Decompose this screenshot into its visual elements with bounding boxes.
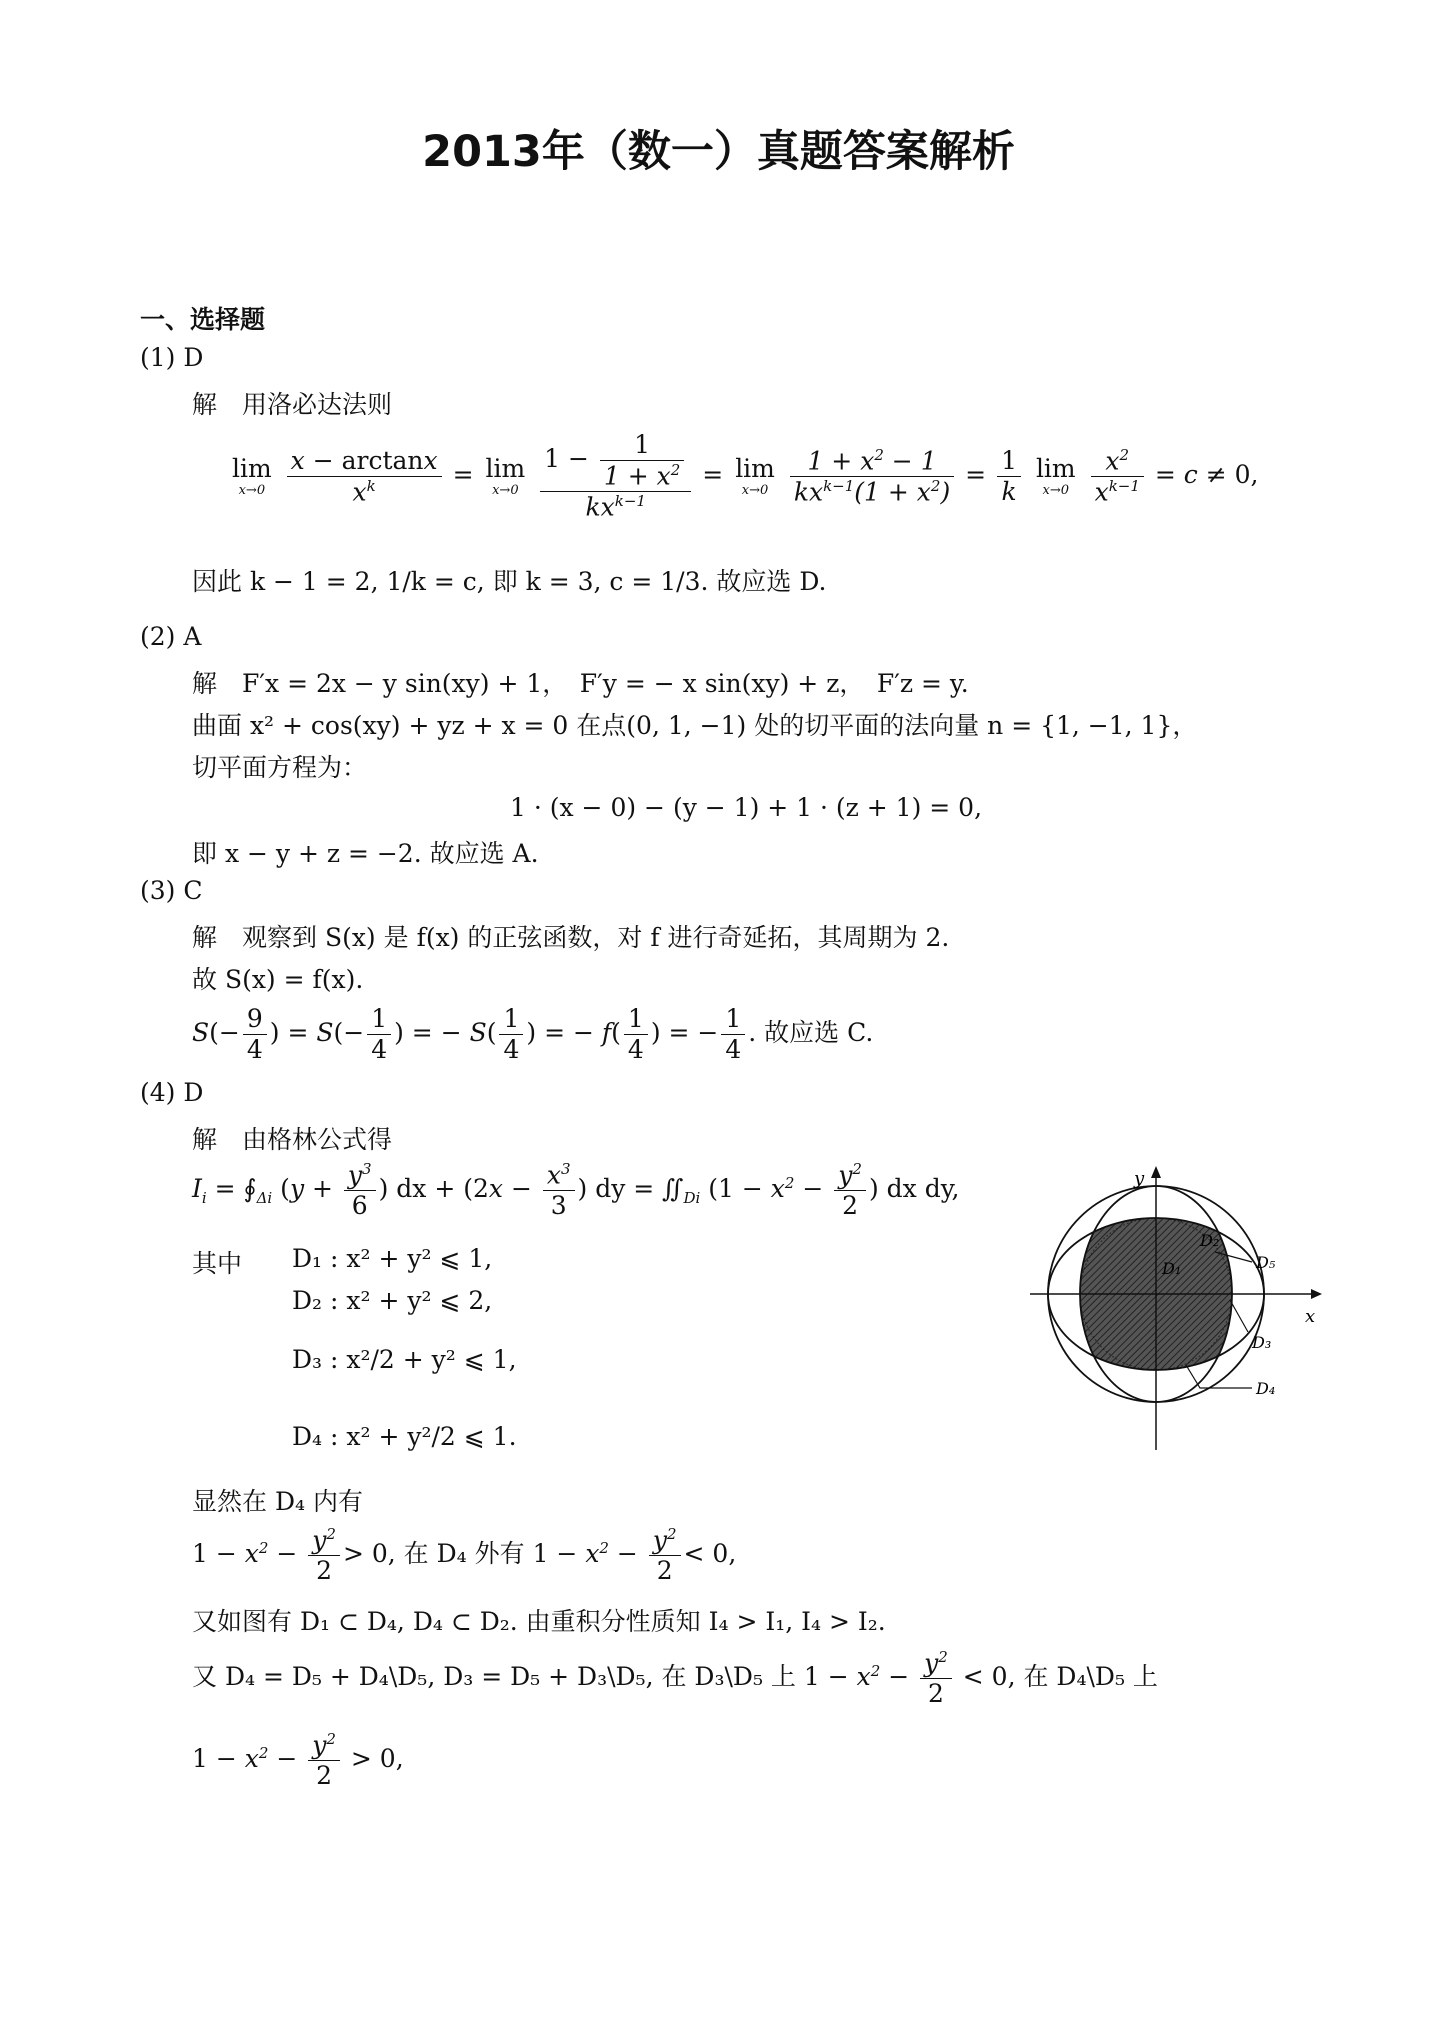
- q2-label: (2) A: [140, 622, 202, 651]
- q4-obvious: 显然在 D₄ 内有: [192, 1487, 363, 1516]
- fig-label-x: x: [1305, 1306, 1316, 1327]
- q2-plane-equation: 1 · (x − 0) − (y − 1) + 1 · (z + 1) = 0,: [510, 793, 983, 822]
- q3-conclusion: . 故应选 C.: [748, 1018, 874, 1047]
- regions-figure: [1030, 1160, 1330, 1450]
- fig-label-d5: D₅: [1256, 1253, 1276, 1272]
- q4-last-end: > 0,: [350, 1744, 404, 1774]
- q2-partials: 解 F′x = 2x − y sin(xy) + 1， F′y = − x sin(xy) + z， F′z = y.: [192, 669, 969, 698]
- q3-evaluation: S(− $\frac{9}{4}$ ) = S(− $\frac{1}{4}$ ) = − S( $\frac{1}{4}$ ) = − f( $\frac{1}{4}$ ) = − $\frac{1}{4}$ . 故应选 C.: [192, 1004, 874, 1064]
- fig-label-d4: D₄: [1256, 1379, 1276, 1398]
- page-title: 2013年（数一）真题答案解析: [422, 127, 1015, 177]
- q4-inclusion: 又如图有 D₁ ⊂ D₄, D₄ ⊂ D₂. 由重积分性质知 I₄ > I₁, I₄ > I₂.: [192, 1607, 886, 1636]
- q2-conclusion: 即 x − y + z = −2. 故应选 A.: [192, 839, 539, 868]
- q2-normal-vector: 曲面 x² + cos(xy) + yz + x = 0 在点(0, 1, −1) 处的切平面的法向量 n = {1, −1, 1}，: [192, 711, 1198, 740]
- q3-observation: 解 观察到 S(x) 是 f(x) 的正弦函数，对 f 进行奇延拓，其周期为 2.: [192, 923, 950, 952]
- y-axis-arrow: [1151, 1166, 1161, 1178]
- section-heading: 一、选择题: [140, 305, 266, 334]
- q4-intro: 解 由格林公式得: [192, 1125, 393, 1154]
- q4-sign-inequalities: $1 - x^2$ − $\frac{y^2}{2}$ > 0, 在 D₄ 外有 $1 - x^2$ − $\frac{y^2}{2}$ < 0,: [192, 1525, 737, 1586]
- q1-intro: 解 用洛必达法则: [192, 390, 393, 419]
- q4-split-b: < 0, 在 D₄\D₅ 上: [962, 1662, 1158, 1692]
- q4-ineq-mid: , 在 D₄ 外有: [387, 1539, 525, 1569]
- q2-plane-heading: 切平面方程为：: [192, 753, 368, 782]
- q3-equality: 故 S(x) = f(x).: [192, 965, 364, 994]
- x-axis-arrow: [1311, 1289, 1322, 1299]
- fig-label-d3: D₃: [1252, 1333, 1272, 1352]
- q1-conclusion: 因此 k − 1 = 2, 1/k = c, 即 k = 3, c = 1/3. 故应选 D.: [192, 567, 827, 596]
- q4-split-a: 又 D₄ = D₅ + D₄\D₅, D₃ = D₅ + D₃\D₅, 在 D₃\D₅ 上: [192, 1662, 796, 1692]
- fig-label-d2: D₂: [1200, 1231, 1220, 1250]
- q4-d4: D₄ : x² + y²/2 ⩽ 1.: [292, 1422, 517, 1451]
- q4-last-line: $1 - x^2$ − $\frac{y^2}{2}$ > 0,: [192, 1730, 404, 1791]
- q1-limit-formula: lim x→0 $\frac{x - \arctan x}{x^k}$ = lim x→0 1 − $\frac{1}{1 + x^2}$ $kx^{k-1}$ = lim x→0 $\frac{1 + x^2 - 1}{kx^{k-1}(1 + x^2)}$ = $\frac{1}{k}$ lim x→0 $\frac{x^2}{x^{k-1}}$ = c ≠ 0,: [232, 430, 1259, 522]
- q4-split-line: 又 D₄ = D₅ + D₄\D₅, D₃ = D₅ + D₃\D₅, 在 D₃\D₅ 上 $1 - x^2$ − $\frac{y^2}{2}$ < 0, 在 D₄\D₅ 上: [192, 1648, 1158, 1709]
- q1-label: (1) D: [140, 343, 204, 372]
- fig-label-d1: D₁: [1162, 1259, 1182, 1278]
- q4-ineq-end: ,: [728, 1539, 737, 1569]
- fig-label-y: y: [1134, 1168, 1145, 1189]
- q4-where: 其中: [192, 1249, 243, 1278]
- q4-d1: D₁ : x² + y² ⩽ 1,: [292, 1244, 493, 1273]
- q3-label: (3) C: [140, 876, 203, 905]
- q4-label: (4) D: [140, 1078, 204, 1107]
- q4-d3: D₃ : x²/2 + y² ⩽ 1,: [292, 1345, 517, 1374]
- q4-green-formula: $I_i$ = $∮_{\Delta i}$ (y + $\frac{y^3}{6}$ ) dx + (2x − $\frac{x^3}{3}$ ) dy = $∬_{Di}$ ($1 - x^2$ − $\frac{y^2}{2}$ ) dx dy,: [192, 1160, 960, 1221]
- q4-d2: D₂ : x² + y² ⩽ 2,: [292, 1286, 493, 1315]
